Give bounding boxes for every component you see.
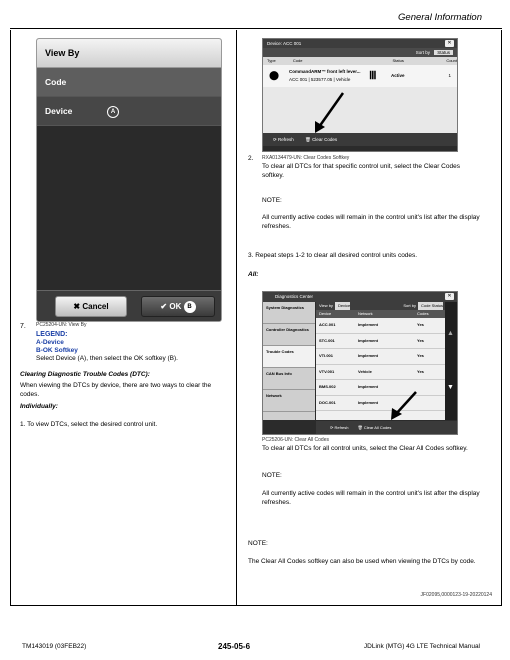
device-codes-screenshot [262, 38, 458, 152]
refresh-icon: ⟳ [273, 137, 277, 142]
all-label: All: [248, 271, 259, 278]
diagnostics-center-screenshot [262, 291, 458, 435]
header-rule [10, 28, 502, 29]
note-1-label: NOTE: [262, 197, 282, 204]
step-2-number: 2. [248, 155, 254, 162]
table-row: BMS.002 Implement [316, 380, 445, 396]
table-row: VTI.001 Implement Yes [316, 349, 445, 365]
scroll-down-icon: ▼ [447, 384, 454, 391]
reference-code: JF02095,0000123-19-20220124 [420, 592, 492, 598]
ok-button: ✔ OK B [141, 296, 215, 317]
device-code-row: ⬤ CommandARM™ front left lever... ACC 001 | 523577.05 | Vehicle Ⅲ Active 1 [263, 65, 457, 87]
nav-controller-diagnostics: Controller Diagnostics [263, 324, 315, 346]
step-7-number: 7. [20, 323, 26, 330]
check-icon: ✔ [160, 302, 168, 311]
nav-can-bus-info: CAN Bus Info [263, 368, 315, 390]
table-row: STC.001 Implement Yes [316, 334, 445, 350]
view-by-screenshot [36, 38, 222, 322]
device-title-bar: Device: ACC 001 ✕ [263, 39, 457, 48]
all-text: To clear all DTCs for all control units, select the Clear All Codes softkey. [262, 445, 468, 452]
legend-b: B-OK Softkey [36, 347, 78, 354]
table-row: VTV.001 Vehicle Yes [316, 365, 445, 381]
step-2-caption: RXA0134479-UN: Clear Codes Softkey [262, 155, 350, 161]
nav-network: Network [263, 390, 315, 412]
column-divider [236, 30, 237, 605]
diag-footer: ⟳ Refresh 🗑 Clear All Codes [316, 421, 457, 434]
note-3-label: NOTE: [248, 540, 268, 547]
view-by-option-code: Code [37, 68, 221, 97]
pointer-arrow [316, 390, 445, 420]
table-row: ACC.001 Implement Yes [316, 318, 445, 334]
nav-trouble-codes: Trouble Codes [263, 346, 315, 368]
pointer-arrow [263, 87, 457, 133]
diag-view-sort-row: View by Device Sort by Code Status [316, 302, 445, 310]
note-3-text: The Clear All Codes softkey can also be used when viewing the DTCs by code. [248, 558, 476, 565]
device-sort-row: Sort by Status [263, 48, 457, 57]
step-7-caption: PC25204-UN: View By [36, 322, 87, 328]
view-by-option-device: Device A [37, 97, 221, 126]
footer-page-number: 245-05-6 [218, 642, 251, 651]
nav-system-diagnostics: System Diagnostics [263, 302, 315, 324]
table-row: DOC.001 Implement [316, 396, 445, 412]
view-by-footer [37, 290, 221, 321]
diag-nav [263, 302, 315, 420]
legend-title: LEGEND: [36, 331, 68, 338]
device-columns: Type Code Status Count [263, 57, 457, 65]
diag-device-table [316, 302, 445, 420]
close-icon: ✕ [445, 293, 454, 300]
callout-a: A [107, 106, 119, 118]
note-2-label: NOTE: [262, 472, 282, 479]
step-2-text: To clear all DTCs for that specific control unit, select the Clear Codes softkey. [262, 163, 460, 179]
clear-codes-icon: 🗑 [305, 137, 311, 142]
all-caption: PC25206-UN: Clear All Codes [262, 437, 329, 443]
step-3-text: 3. Repeat steps 1-2 to clear all desired control units codes. [248, 252, 418, 259]
refresh-icon: ⟳ [330, 425, 334, 430]
alert-icon: ⬤ [269, 70, 280, 80]
step-1-text: 1. To view DTCs, select the desired control unit. [20, 421, 158, 428]
footer-rule [10, 605, 502, 606]
note-1-text: All currently active codes will remain in the control unit's list after the display refreshes. [262, 214, 480, 230]
footer-manual-title: JDLink (MTG) 4G LTE Technical Manual [363, 643, 480, 650]
section-text: When viewing the DTCs by device, there are two ways to clear the codes. [20, 382, 212, 398]
section-heading: Clearing Diagnostic Trouble Codes (DTC): [20, 371, 150, 378]
diag-scrollbar [445, 302, 457, 420]
legend-a: A-Device [36, 339, 64, 346]
diag-columns: Device Network Codes [316, 310, 445, 318]
callout-b: B [184, 301, 196, 313]
scroll-up-icon: ▲ [447, 330, 454, 337]
lever-icon: Ⅲ [369, 70, 377, 82]
close-icon: ✕ [445, 40, 454, 47]
right-border [501, 30, 502, 605]
left-border [10, 30, 11, 605]
cancel-button: ✖ Cancel [55, 296, 127, 317]
close-icon: ✖ [73, 302, 81, 311]
view-by-title: View By [37, 39, 221, 68]
clear-all-icon: 🗑 [357, 425, 363, 430]
note-2-text: All currently active codes will remain in the control unit's list after the display refreshes. [262, 490, 480, 506]
device-list-body [263, 87, 457, 133]
step-7-text: Select Device (A), then select the OK softkey (B). [36, 355, 178, 362]
device-footer: ⟳ Refresh 🗑 Clear Codes [263, 133, 457, 146]
individually-label: Individually: [20, 403, 58, 410]
diag-title-bar: Diagnostics Center ✕ [263, 292, 457, 302]
page-header-title: General Information [398, 12, 482, 23]
footer-manual-id: TM143019 (03FEB22) [22, 643, 87, 650]
